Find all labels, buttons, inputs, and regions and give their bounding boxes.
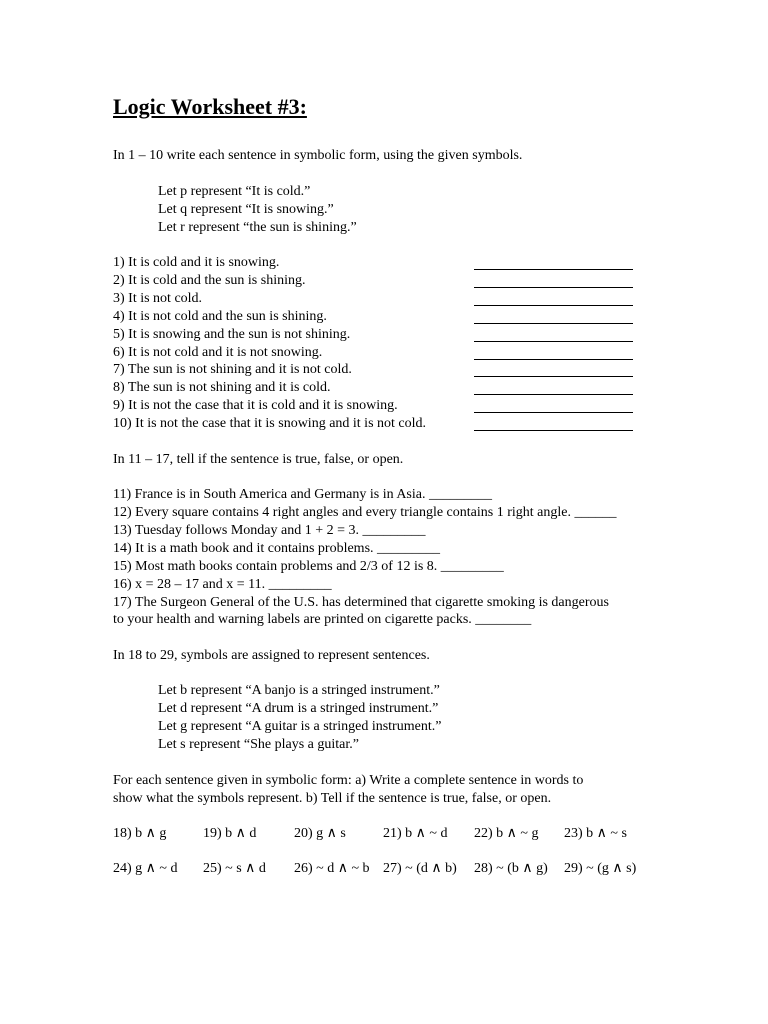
answer-line-4 bbox=[474, 323, 633, 324]
question-21: 21) b ∧ ~ d bbox=[383, 826, 448, 841]
question-12: 12) Every square contains 4 right angles and every triangle contains 1 right angle. ______ bbox=[113, 505, 617, 520]
answer-line-3 bbox=[474, 305, 633, 306]
definition-g: Let g represent “A guitar is a stringed instrument.” bbox=[158, 719, 442, 734]
question-1: 1) It is cold and it is snowing. bbox=[113, 255, 280, 270]
definition-r: Let r represent “the sun is shining.” bbox=[158, 220, 357, 235]
answer-line-7 bbox=[474, 376, 633, 377]
section1-instruction: In 1 – 10 write each sentence in symbolic form, using the given symbols. bbox=[113, 148, 523, 163]
question-9: 9) It is not the case that it is cold and it is snowing. bbox=[113, 398, 398, 413]
question-10: 10) It is not the case that it is snowing and it is not cold. bbox=[113, 416, 427, 431]
question-25: 25) ~ s ∧ d bbox=[203, 861, 266, 876]
definition-q: Let q represent “It is snowing.” bbox=[158, 202, 334, 217]
question-13: 13) Tuesday follows Monday and 1 + 2 = 3. _________ bbox=[113, 523, 426, 538]
answer-line-1 bbox=[474, 269, 633, 270]
directions-line-2: show what the symbols represent. b) Tell if the sentence is true, false, or open. bbox=[113, 791, 552, 806]
question-29: 29) ~ (g ∧ s) bbox=[564, 861, 637, 876]
section3-instruction: In 18 to 29, symbols are assigned to represent sentences. bbox=[113, 648, 430, 663]
question-11: 11) France is in South America and Germany is in Asia. _________ bbox=[113, 487, 492, 502]
question-17-line-2: to your health and warning labels are printed on cigarette packs. ________ bbox=[113, 612, 532, 627]
answer-line-8 bbox=[474, 394, 633, 395]
question-24: 24) g ∧ ~ d bbox=[113, 861, 178, 876]
answer-line-9 bbox=[474, 412, 633, 413]
definition-s: Let s represent “She plays a guitar.” bbox=[158, 737, 359, 752]
question-8: 8) The sun is not shining and it is cold. bbox=[113, 380, 331, 395]
section2-instruction: In 11 – 17, tell if the sentence is true, false, or open. bbox=[113, 452, 404, 467]
definition-d: Let d represent “A drum is a stringed instrument.” bbox=[158, 701, 439, 716]
answer-line-5 bbox=[474, 341, 633, 342]
question-27: 27) ~ (d ∧ b) bbox=[383, 861, 457, 876]
question-7: 7) The sun is not shining and it is not cold. bbox=[113, 362, 352, 377]
question-16: 16) x = 28 – 17 and x = 11. _________ bbox=[113, 577, 332, 592]
question-15: 15) Most math books contain problems and 2/3 of 12 is 8. _________ bbox=[113, 559, 504, 574]
definition-b: Let b represent “A banjo is a stringed instrument.” bbox=[158, 683, 440, 698]
question-6: 6) It is not cold and it is not snowing. bbox=[113, 345, 323, 360]
question-20: 20) g ∧ s bbox=[294, 826, 346, 841]
question-28: 28) ~ (b ∧ g) bbox=[474, 861, 548, 876]
answer-line-10 bbox=[474, 430, 633, 431]
definition-p: Let p represent “It is cold.” bbox=[158, 184, 311, 199]
question-23: 23) b ∧ ~ s bbox=[564, 826, 627, 841]
question-4: 4) It is not cold and the sun is shining. bbox=[113, 309, 327, 324]
question-5: 5) It is snowing and the sun is not shining. bbox=[113, 327, 351, 342]
answer-line-2 bbox=[474, 287, 633, 288]
question-3: 3) It is not cold. bbox=[113, 291, 203, 306]
question-19: 19) b ∧ d bbox=[203, 826, 257, 841]
directions-line-1: For each sentence given in symbolic form: a) Write a complete sentence in words to bbox=[113, 773, 584, 788]
question-18: 18) b ∧ g bbox=[113, 826, 167, 841]
question-22: 22) b ∧ ~ g bbox=[474, 826, 539, 841]
page-title: Logic Worksheet #3: bbox=[113, 94, 307, 119]
question-2: 2) It is cold and the sun is shining. bbox=[113, 273, 306, 288]
answer-line-6 bbox=[474, 359, 633, 360]
question-14: 14) It is a math book and it contains problems. _________ bbox=[113, 541, 441, 556]
question-17-line-1: 17) The Surgeon General of the U.S. has determined that cigarette smoking is dangerous bbox=[113, 595, 609, 610]
question-26: 26) ~ d ∧ ~ b bbox=[294, 861, 370, 876]
